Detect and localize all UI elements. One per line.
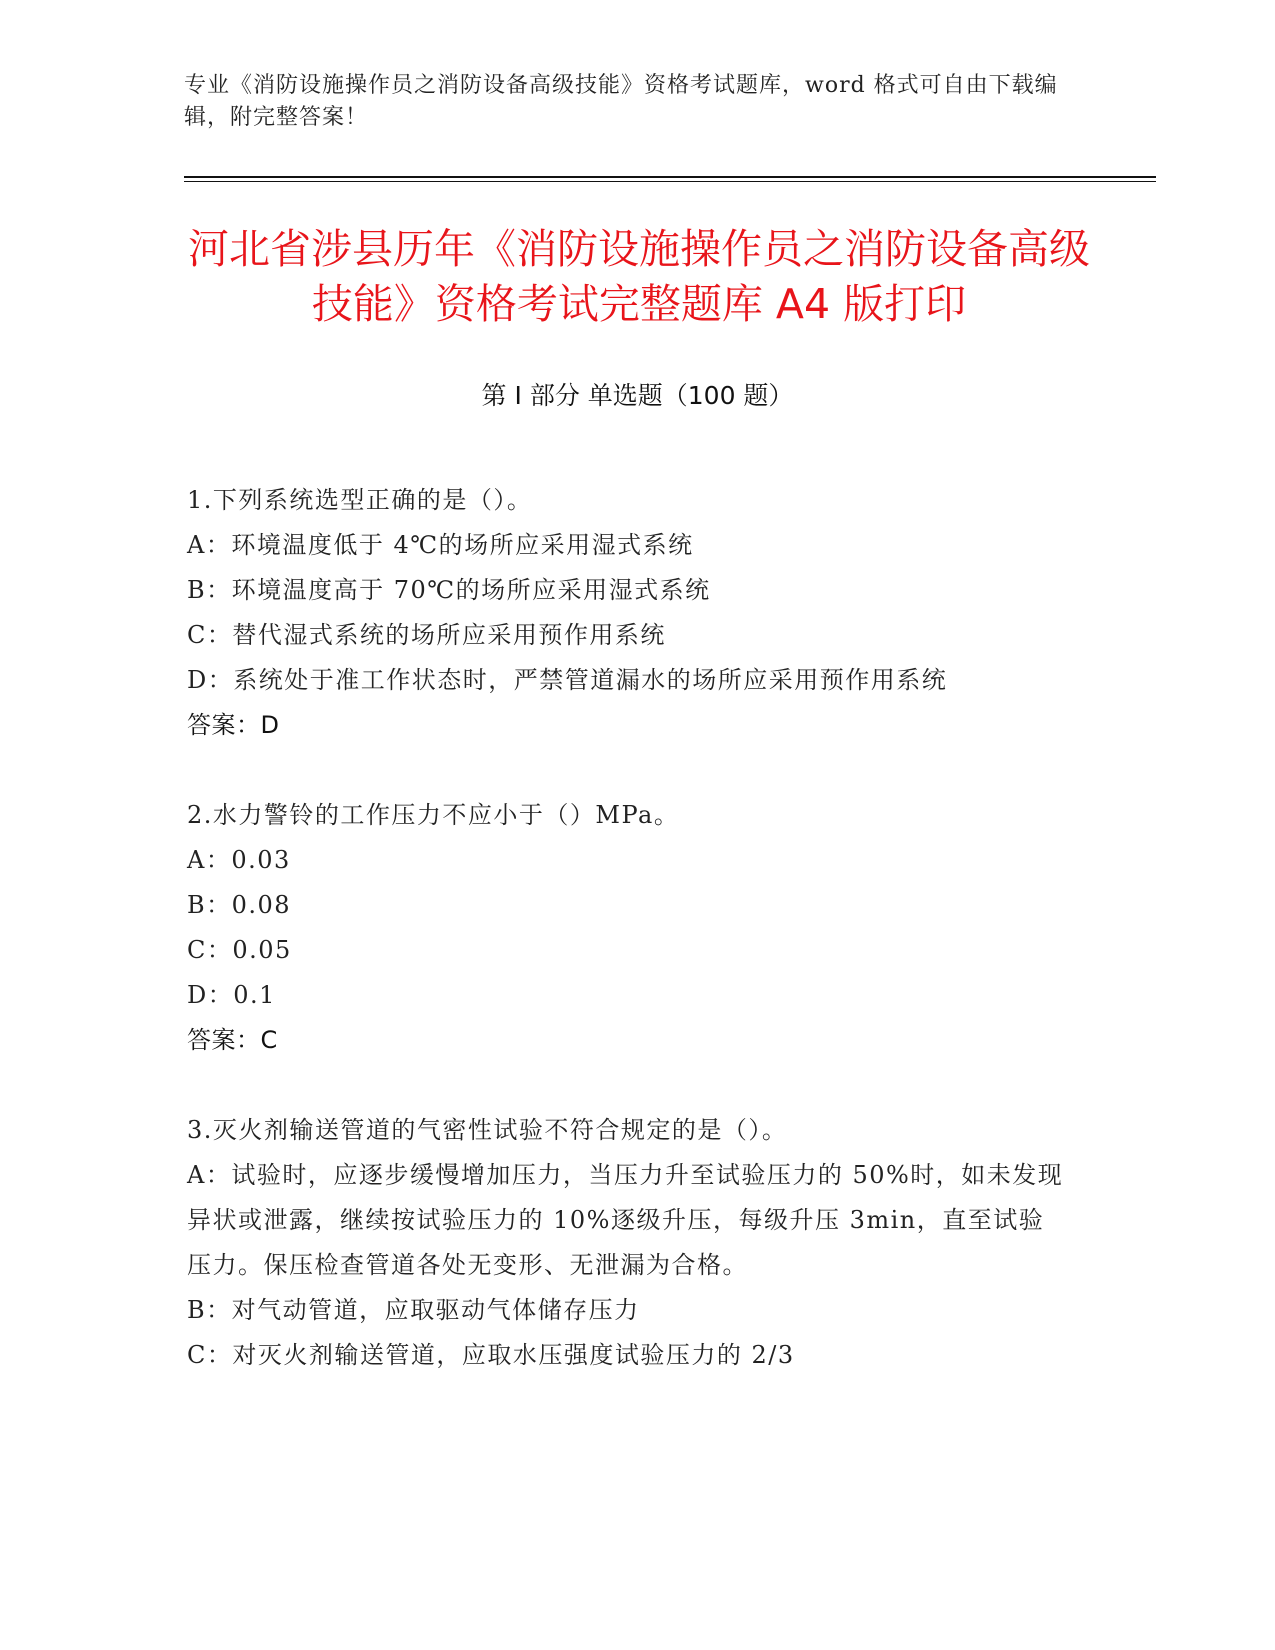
- question-2: [187, 793, 1067, 1063]
- option-d: D：0.1: [187, 981, 276, 1009]
- option-d: D：系统处于准工作状态时，严禁管道漏水的场所应采用预作用系统: [187, 666, 948, 694]
- header-divider-thick: [184, 176, 1156, 178]
- section-heading: 第 I 部分 单选题（100 题）: [481, 381, 794, 410]
- question-1: [187, 478, 1067, 748]
- answer: 答案：C: [187, 1026, 278, 1054]
- option-c: C：对灭火剂输送管道，应取水压强度试验压力的 2/3: [187, 1341, 795, 1369]
- answer: 答案：D: [187, 711, 280, 739]
- question-spacer: [187, 1063, 1067, 1108]
- option-b: B：环境温度高于 70℃的场所应采用湿式系统: [187, 576, 711, 604]
- option-c: C：替代湿式系统的场所应采用预作用系统: [187, 621, 666, 649]
- option-a: A：试验时，应逐步缓慢增加压力，当压力升至试验压力的 50%时，如未发现异状或泄露，继续按试验压力的 10%逐级升压，每级升压 3min，直至试验压力。保压检查管道各处无变形、无泄漏为合格。: [187, 1161, 1064, 1279]
- header-note: 专业《消防设施操作员之消防设备高级技能》资格考试题库，word 格式可自由下载编辑，附完整答案！: [184, 73, 1058, 130]
- question-spacer: [187, 748, 1067, 793]
- option-a: A：环境温度低于 4℃的场所应采用湿式系统: [187, 531, 694, 559]
- header-divider-thin: [184, 181, 1156, 182]
- question-list: [187, 478, 1067, 1378]
- question-stem: 1.下列系统选型正确的是（）。: [187, 486, 533, 514]
- question-stem: 2.水力警铃的工作压力不应小于（）MPa。: [187, 801, 680, 829]
- question-3: [187, 1108, 1067, 1378]
- option-b: B：对气动管道，应取驱动气体储存压力: [187, 1296, 640, 1324]
- option-a: A：0.03: [187, 846, 291, 874]
- document-title: 河北省涉县历年《消防设施操作员之消防设备高级技能》资格考试完整题库 A4 版打印: [188, 225, 1090, 328]
- option-c: C：0.05: [187, 936, 292, 964]
- question-stem: 3.灭火剂输送管道的气密性试验不符合规定的是（）。: [187, 1116, 788, 1144]
- option-b: B：0.08: [187, 891, 292, 919]
